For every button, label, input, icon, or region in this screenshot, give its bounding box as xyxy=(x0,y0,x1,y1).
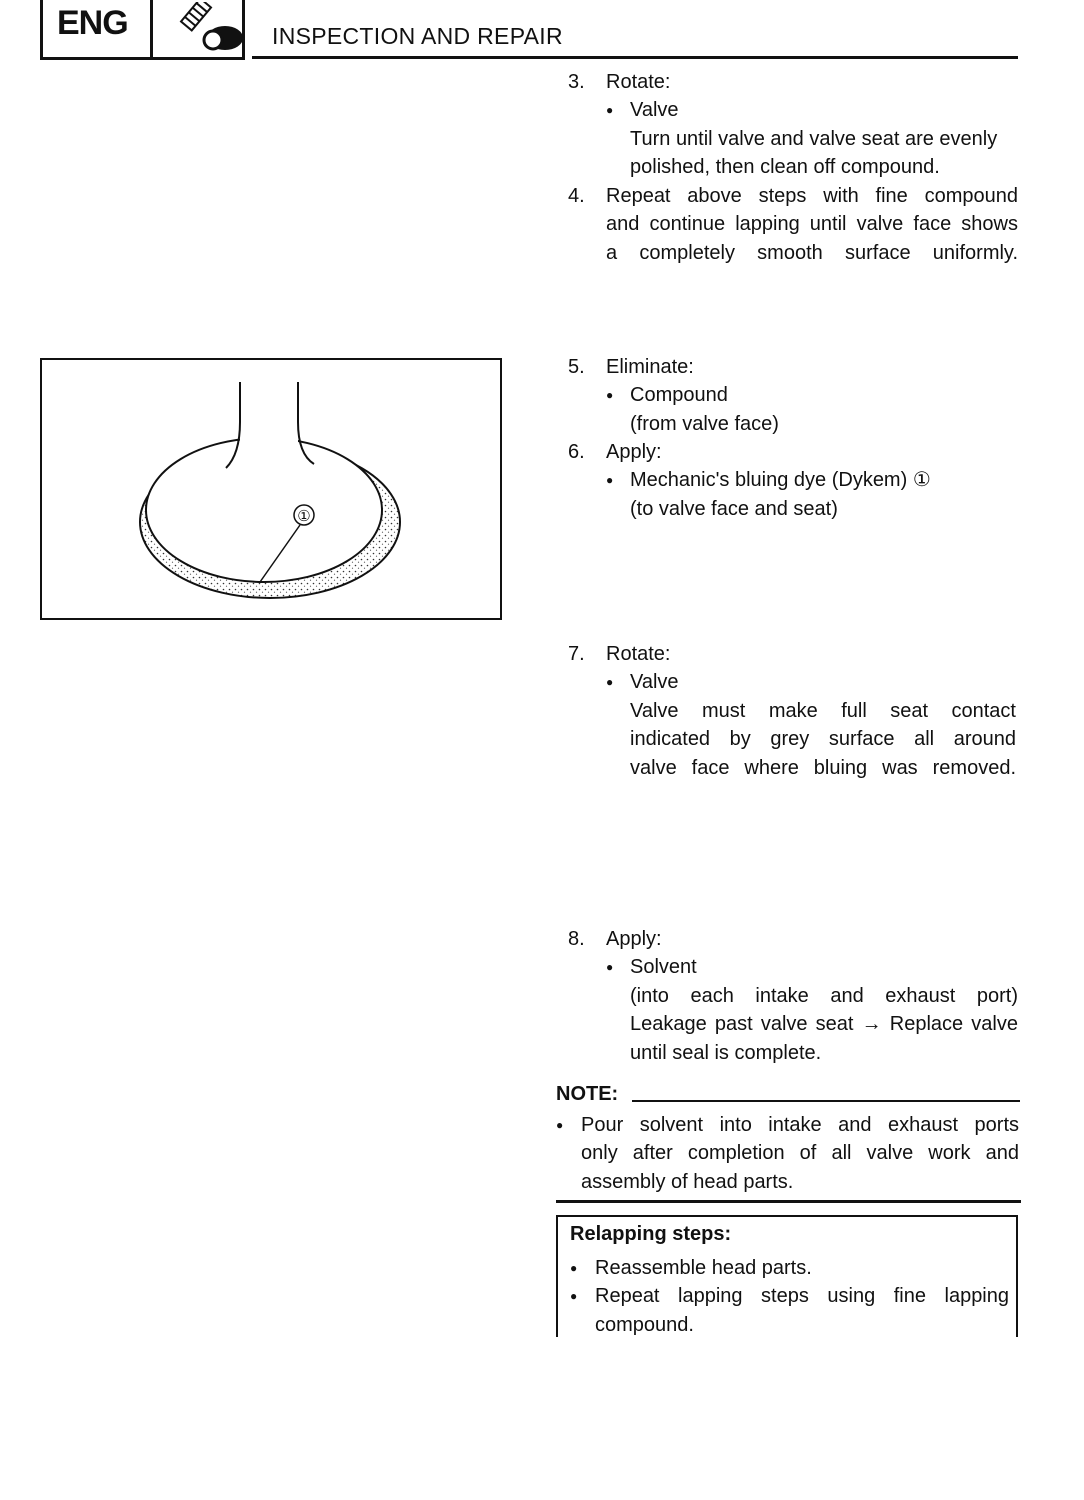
note-rule xyxy=(632,1100,1020,1102)
relapping-steps-box xyxy=(556,1215,1018,1337)
bullet-text: Solvent xyxy=(630,956,697,978)
step-detail: valve face where bluing was removed. xyxy=(630,757,1016,779)
bullet-icon: ● xyxy=(606,103,614,117)
section-tag: ENG xyxy=(57,4,128,42)
bullet-icon: ● xyxy=(606,473,614,487)
step-detail: (from valve face) xyxy=(630,413,779,435)
bullet-icon: ● xyxy=(556,1118,564,1132)
figure-callout: ① xyxy=(297,508,311,525)
step-detail: (to valve face and seat) xyxy=(630,498,838,520)
step-8 xyxy=(560,925,1022,1070)
page-title: INSPECTION AND REPAIR xyxy=(272,23,563,49)
note-text: assembly of head parts. xyxy=(581,1171,794,1193)
note-text: only after completion of all valve work and xyxy=(581,1142,1019,1164)
step-number: 5. xyxy=(568,356,585,378)
header-divider xyxy=(150,0,153,57)
step-5 xyxy=(560,353,1022,441)
note-text: Pour solvent into intake and exhaust ports xyxy=(581,1114,1019,1136)
relapping-text: compound. xyxy=(595,1314,694,1336)
step-number: 3. xyxy=(568,71,585,93)
step-detail: Turn until valve and valve seat are evenly xyxy=(630,128,998,150)
step-number: 7. xyxy=(568,643,585,665)
step-6 xyxy=(560,438,1022,526)
note-label: NOTE: xyxy=(556,1083,619,1105)
step-label: Rotate: xyxy=(606,71,671,93)
note-end-rule xyxy=(556,1200,1021,1203)
bullet-text: Mechanic's bluing dye (Dykem) ① xyxy=(630,469,931,491)
step-label: Apply: xyxy=(606,928,662,950)
step-number: 4. xyxy=(568,185,585,207)
step-3 xyxy=(560,68,1022,183)
step-label: Rotate: xyxy=(606,643,671,665)
step-text: a completely smooth surface uniformly. xyxy=(606,242,1018,264)
bullet-text: Valve xyxy=(630,99,679,121)
valve-lapping-figure xyxy=(40,358,502,620)
relapping-text: Repeat lapping steps using fine lapping xyxy=(595,1285,1009,1307)
step-label: Eliminate: xyxy=(606,356,694,378)
step-4 xyxy=(560,182,1022,272)
section-tag-box xyxy=(40,0,245,60)
valve-face-illustration xyxy=(42,360,500,618)
step-detail: (into each intake and exhaust port) xyxy=(630,985,1018,1007)
step-detail: polished, then clean off compound. xyxy=(630,156,940,178)
relapping-title: Relapping steps: xyxy=(570,1223,732,1245)
step-label: Apply: xyxy=(606,441,662,463)
step-7 xyxy=(560,640,1022,785)
step-text: and continue lapping until valve face shows xyxy=(606,213,1018,235)
step-number: 8. xyxy=(568,928,585,950)
bullet-icon: ● xyxy=(606,960,614,974)
bullet-icon: ● xyxy=(570,1261,578,1275)
step-detail: Leakage past valve seat → Replace valve xyxy=(630,1013,1018,1035)
bullet-text: Valve xyxy=(630,671,679,693)
step-detail: indicated by grey surface all around xyxy=(630,728,1016,750)
bullet-icon: ● xyxy=(606,675,614,689)
tool-wrench-icon xyxy=(161,2,281,61)
bullet-icon: ● xyxy=(570,1289,578,1303)
step-text: Repeat above steps with fine compound xyxy=(606,185,1018,207)
step-number: 6. xyxy=(568,441,585,463)
step-detail: Valve must make full seat contact xyxy=(630,700,1016,722)
bullet-text: Compound xyxy=(630,384,728,406)
header-rule xyxy=(252,56,1018,59)
step-detail: until seal is complete. xyxy=(630,1042,822,1064)
bullet-icon: ● xyxy=(606,388,614,402)
relapping-text: Reassemble head parts. xyxy=(595,1257,812,1279)
